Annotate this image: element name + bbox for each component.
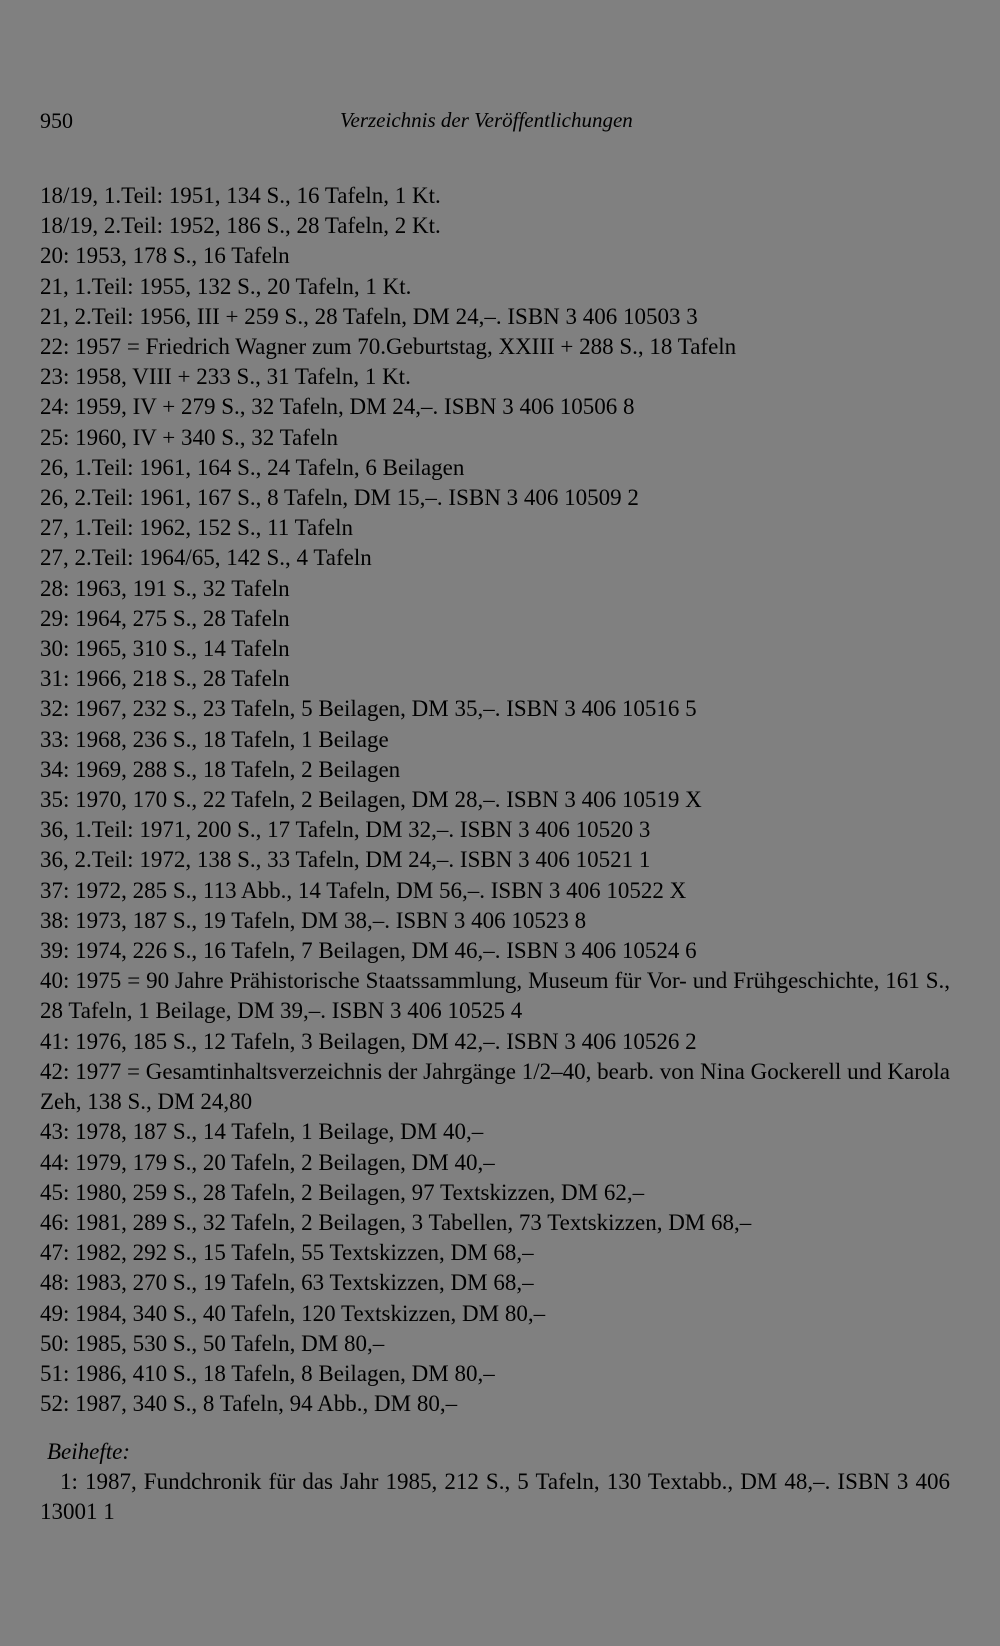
list-item: 32: 1967, 232 S., 23 Tafeln, 5 Beilagen, DM 35,–. ISBN 3 406 10516 5 — [40, 696, 697, 722]
list-item: 43: 1978, 187 S., 14 Tafeln, 1 Beilage, DM 40,– — [40, 1119, 484, 1145]
page-number: 950 — [40, 108, 73, 133]
list-item: 29: 1964, 275 S., 28 Tafeln — [40, 605, 290, 631]
supplements-heading: Beihefte: — [47, 1439, 131, 1464]
list-item: 51: 1986, 410 S., 18 Tafeln, 8 Beilagen, DM 80,– — [40, 1360, 495, 1386]
list-item: 45: 1980, 259 S., 28 Tafeln, 2 Beilagen, 97 Textskizzen, DM 62,– — [40, 1179, 645, 1205]
publication-list — [40, 181, 950, 1419]
list-item: 37: 1972, 285 S., 113 Abb., 14 Tafeln, DM 56,–. ISBN 3 406 10522 X — [40, 877, 687, 903]
list-item: 46: 1981, 289 S., 32 Tafeln, 2 Beilagen, 3 Tabellen, 73 Textskizzen, DM 68,– — [40, 1209, 752, 1235]
list-item: 44: 1979, 179 S., 20 Tafeln, 2 Beilagen, DM 40,– — [40, 1149, 495, 1175]
list-item: 41: 1976, 185 S., 12 Tafeln, 3 Beilagen, DM 42,–. ISBN 3 406 10526 2 — [40, 1028, 697, 1054]
list-item: 18/19, 1.Teil: 1951, 134 S., 16 Tafeln, 1 Kt. — [40, 183, 441, 208]
list-item: 27, 1.Teil: 1962, 152 S., 11 Tafeln — [40, 515, 354, 541]
list-item: 38: 1973, 187 S., 19 Tafeln, DM 38,–. ISBN 3 406 10523 8 — [40, 907, 587, 933]
list-item: 22: 1957 = Friedrich Wagner zum 70.Geburtstag, XXIII + 288 S., 18 Tafeln — [40, 334, 737, 360]
list-item: 21, 1.Teil: 1955, 132 S., 20 Tafeln, 1 Kt. — [40, 273, 412, 299]
running-title: Verzeichnis der Veröffentlichungen — [340, 108, 633, 132]
list-item: 26, 1.Teil: 1961, 164 S., 24 Tafeln, 6 Beilagen — [40, 454, 465, 480]
list-item: 34: 1969, 288 S., 18 Tafeln, 2 Beilagen — [40, 756, 401, 782]
list-item: 27, 2.Teil: 1964/65, 142 S., 4 Tafeln — [40, 545, 372, 571]
list-item: 40: 1975 = 90 Jahre Prähistorische Staatssammlung, Museum für Vor- und Frühgeschichte, 161 S., 28 Tafeln, 1 Beilage, DM 39,–. ISBN 3 406 10525 4 — [40, 968, 950, 1024]
list-item: 20: 1953, 178 S., 16 Tafeln — [40, 243, 290, 269]
list-item: 25: 1960, IV + 340 S., 32 Tafeln — [40, 424, 339, 450]
list-item: 35: 1970, 170 S., 22 Tafeln, 2 Beilagen, DM 28,–. ISBN 3 406 10519 X — [40, 787, 702, 813]
list-item: 39: 1974, 226 S., 16 Tafeln, 7 Beilagen, DM 46,–. ISBN 3 406 10524 6 — [40, 938, 697, 964]
list-item: 52: 1987, 340 S., 8 Tafeln, 94 Abb., DM 80,– — [40, 1391, 458, 1417]
page-header — [40, 108, 960, 138]
list-item: 50: 1985, 530 S., 50 Tafeln, DM 80,– — [40, 1330, 385, 1356]
list-item: 28: 1963, 191 S., 32 Tafeln — [40, 575, 290, 601]
list-item: 30: 1965, 310 S., 14 Tafeln — [40, 636, 290, 662]
list-item: 36, 1.Teil: 1971, 200 S., 17 Tafeln, DM 32,–. ISBN 3 406 10520 3 — [40, 817, 651, 843]
list-item: 49: 1984, 340 S., 40 Tafeln, 120 Textskizzen, DM 80,– — [40, 1300, 546, 1326]
list-item: 42: 1977 = Gesamtinhaltsverzeichnis der Jahrgänge 1/2–40, bearb. von Nina Gockerell und Karola Zeh, 138 S., DM 24,80 — [40, 1058, 950, 1115]
list-item: 47: 1982, 292 S., 15 Tafeln, 55 Textskizzen, DM 68,– — [40, 1240, 534, 1266]
list-item: 1: 1987, Fundchronik für das Jahr 1985, 212 S., 5 Tafeln, 130 Textabb., DM 48,–. ISBN 3 406 13001 1 — [40, 1469, 950, 1525]
list-item: 36, 2.Teil: 1972, 138 S., 33 Tafeln, DM 24,–. ISBN 3 406 10521 1 — [40, 847, 651, 873]
list-item: 26, 2.Teil: 1961, 167 S., 8 Tafeln, DM 15,–. ISBN 3 406 10509 2 — [40, 485, 639, 511]
list-item: 31: 1966, 218 S., 28 Tafeln — [40, 666, 290, 692]
list-item: 18/19, 2.Teil: 1952, 186 S., 28 Tafeln, 2 Kt. — [40, 213, 441, 239]
supplements-section — [40, 1437, 950, 1528]
list-item: 23: 1958, VIII + 233 S., 31 Tafeln, 1 Kt. — [40, 364, 411, 390]
list-item: 24: 1959, IV + 279 S., 32 Tafeln, DM 24,–. ISBN 3 406 10506 8 — [40, 394, 635, 420]
list-item: 33: 1968, 236 S., 18 Tafeln, 1 Beilage — [40, 726, 389, 752]
list-item: 48: 1983, 270 S., 19 Tafeln, 63 Textskizzen, DM 68,– — [40, 1270, 534, 1296]
list-item: 21, 2.Teil: 1956, III + 259 S., 28 Tafeln, DM 24,–. ISBN 3 406 10503 3 — [40, 303, 698, 329]
